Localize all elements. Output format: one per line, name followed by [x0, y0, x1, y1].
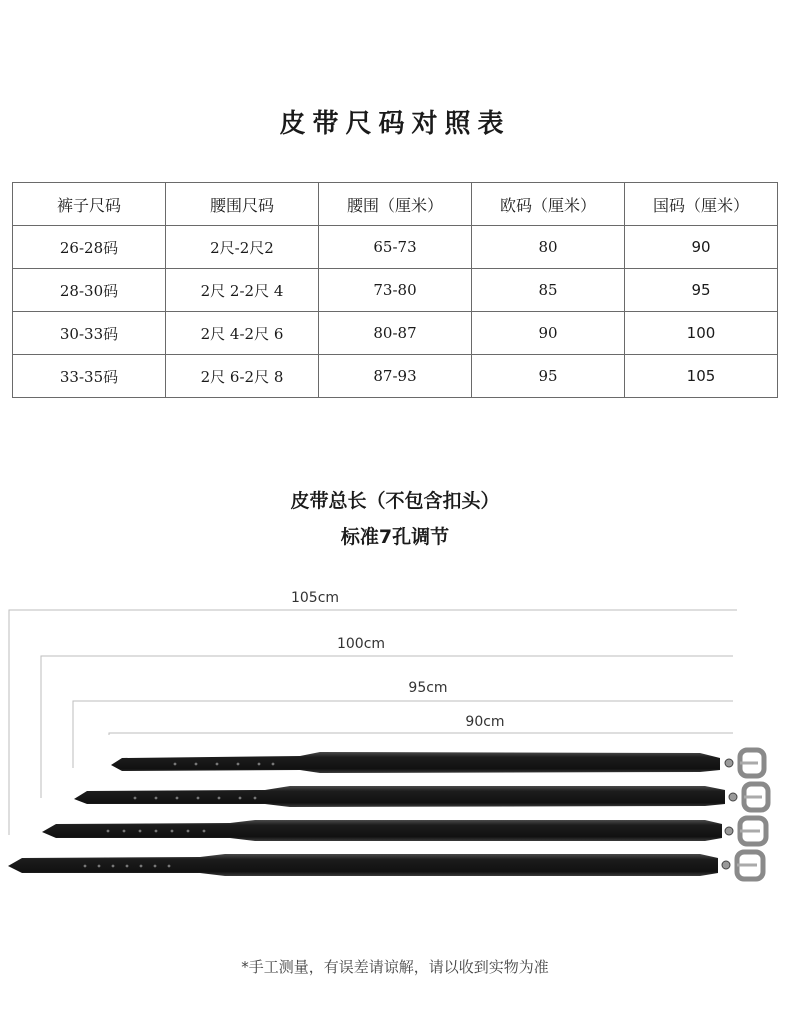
table-header-row [13, 183, 778, 226]
cell-waist-size: 2尺 2-2尺 4 [166, 269, 319, 312]
belt-100cm [42, 818, 766, 844]
cell-pants-size: 30-33码 [13, 312, 166, 355]
size-table [12, 182, 778, 398]
bracket-100cm [41, 656, 733, 798]
page-title: 皮带尺码对照表 [279, 109, 511, 139]
length-label-95cm: 95cm [408, 680, 448, 696]
cell-eu-size: 85 [472, 269, 625, 312]
belt-length-title: 皮带总长（不包含扣头） [290, 490, 500, 512]
header-waist-size: 腰围尺码 [166, 183, 319, 226]
length-label-100cm: 100cm [336, 636, 386, 652]
cell-eu-size: 95 [472, 355, 625, 398]
cell-pants-size: 33-35码 [13, 355, 166, 398]
belt-holes-title: 标准7孔调节 [340, 526, 450, 548]
cell-pants-size: 28-30码 [13, 269, 166, 312]
cell-cn-size: 95 [625, 269, 778, 312]
belt-95cm [74, 784, 768, 810]
belt-105cm [8, 852, 763, 879]
cell-cn-size: 100 [625, 312, 778, 355]
cell-eu-size: 90 [472, 312, 625, 355]
cell-cn-size: 90 [625, 226, 778, 269]
belt-length-diagram [0, 580, 790, 910]
header-pants-size: 裤子尺码 [13, 183, 166, 226]
cell-waist-cm: 65-73 [319, 226, 472, 269]
header-waist-cm: 腰围（厘米） [319, 183, 472, 226]
cell-waist-cm: 87-93 [319, 355, 472, 398]
table-row [13, 355, 778, 398]
cell-pants-size: 26-28码 [13, 226, 166, 269]
header-eu-size: 欧码（厘米） [472, 183, 625, 226]
cell-cn-size: 105 [625, 355, 778, 398]
belt-90cm [111, 750, 764, 776]
header-cn-size: 国码（厘米） [625, 183, 778, 226]
cell-eu-size: 80 [472, 226, 625, 269]
cell-waist-size: 2尺 6-2尺 8 [166, 355, 319, 398]
table-row [13, 269, 778, 312]
length-label-105cm: 105cm [290, 590, 340, 606]
cell-waist-size: 2尺 4-2尺 6 [166, 312, 319, 355]
cell-waist-cm: 73-80 [319, 269, 472, 312]
measurement-note: *手工测量，有误差请谅解，请以收到实物为准 [241, 958, 549, 976]
cell-waist-size: 2尺-2尺2 [166, 226, 319, 269]
table-row [13, 226, 778, 269]
length-label-90cm: 90cm [465, 714, 505, 730]
bracket-90cm [109, 733, 733, 735]
table-row [13, 312, 778, 355]
cell-waist-cm: 80-87 [319, 312, 472, 355]
